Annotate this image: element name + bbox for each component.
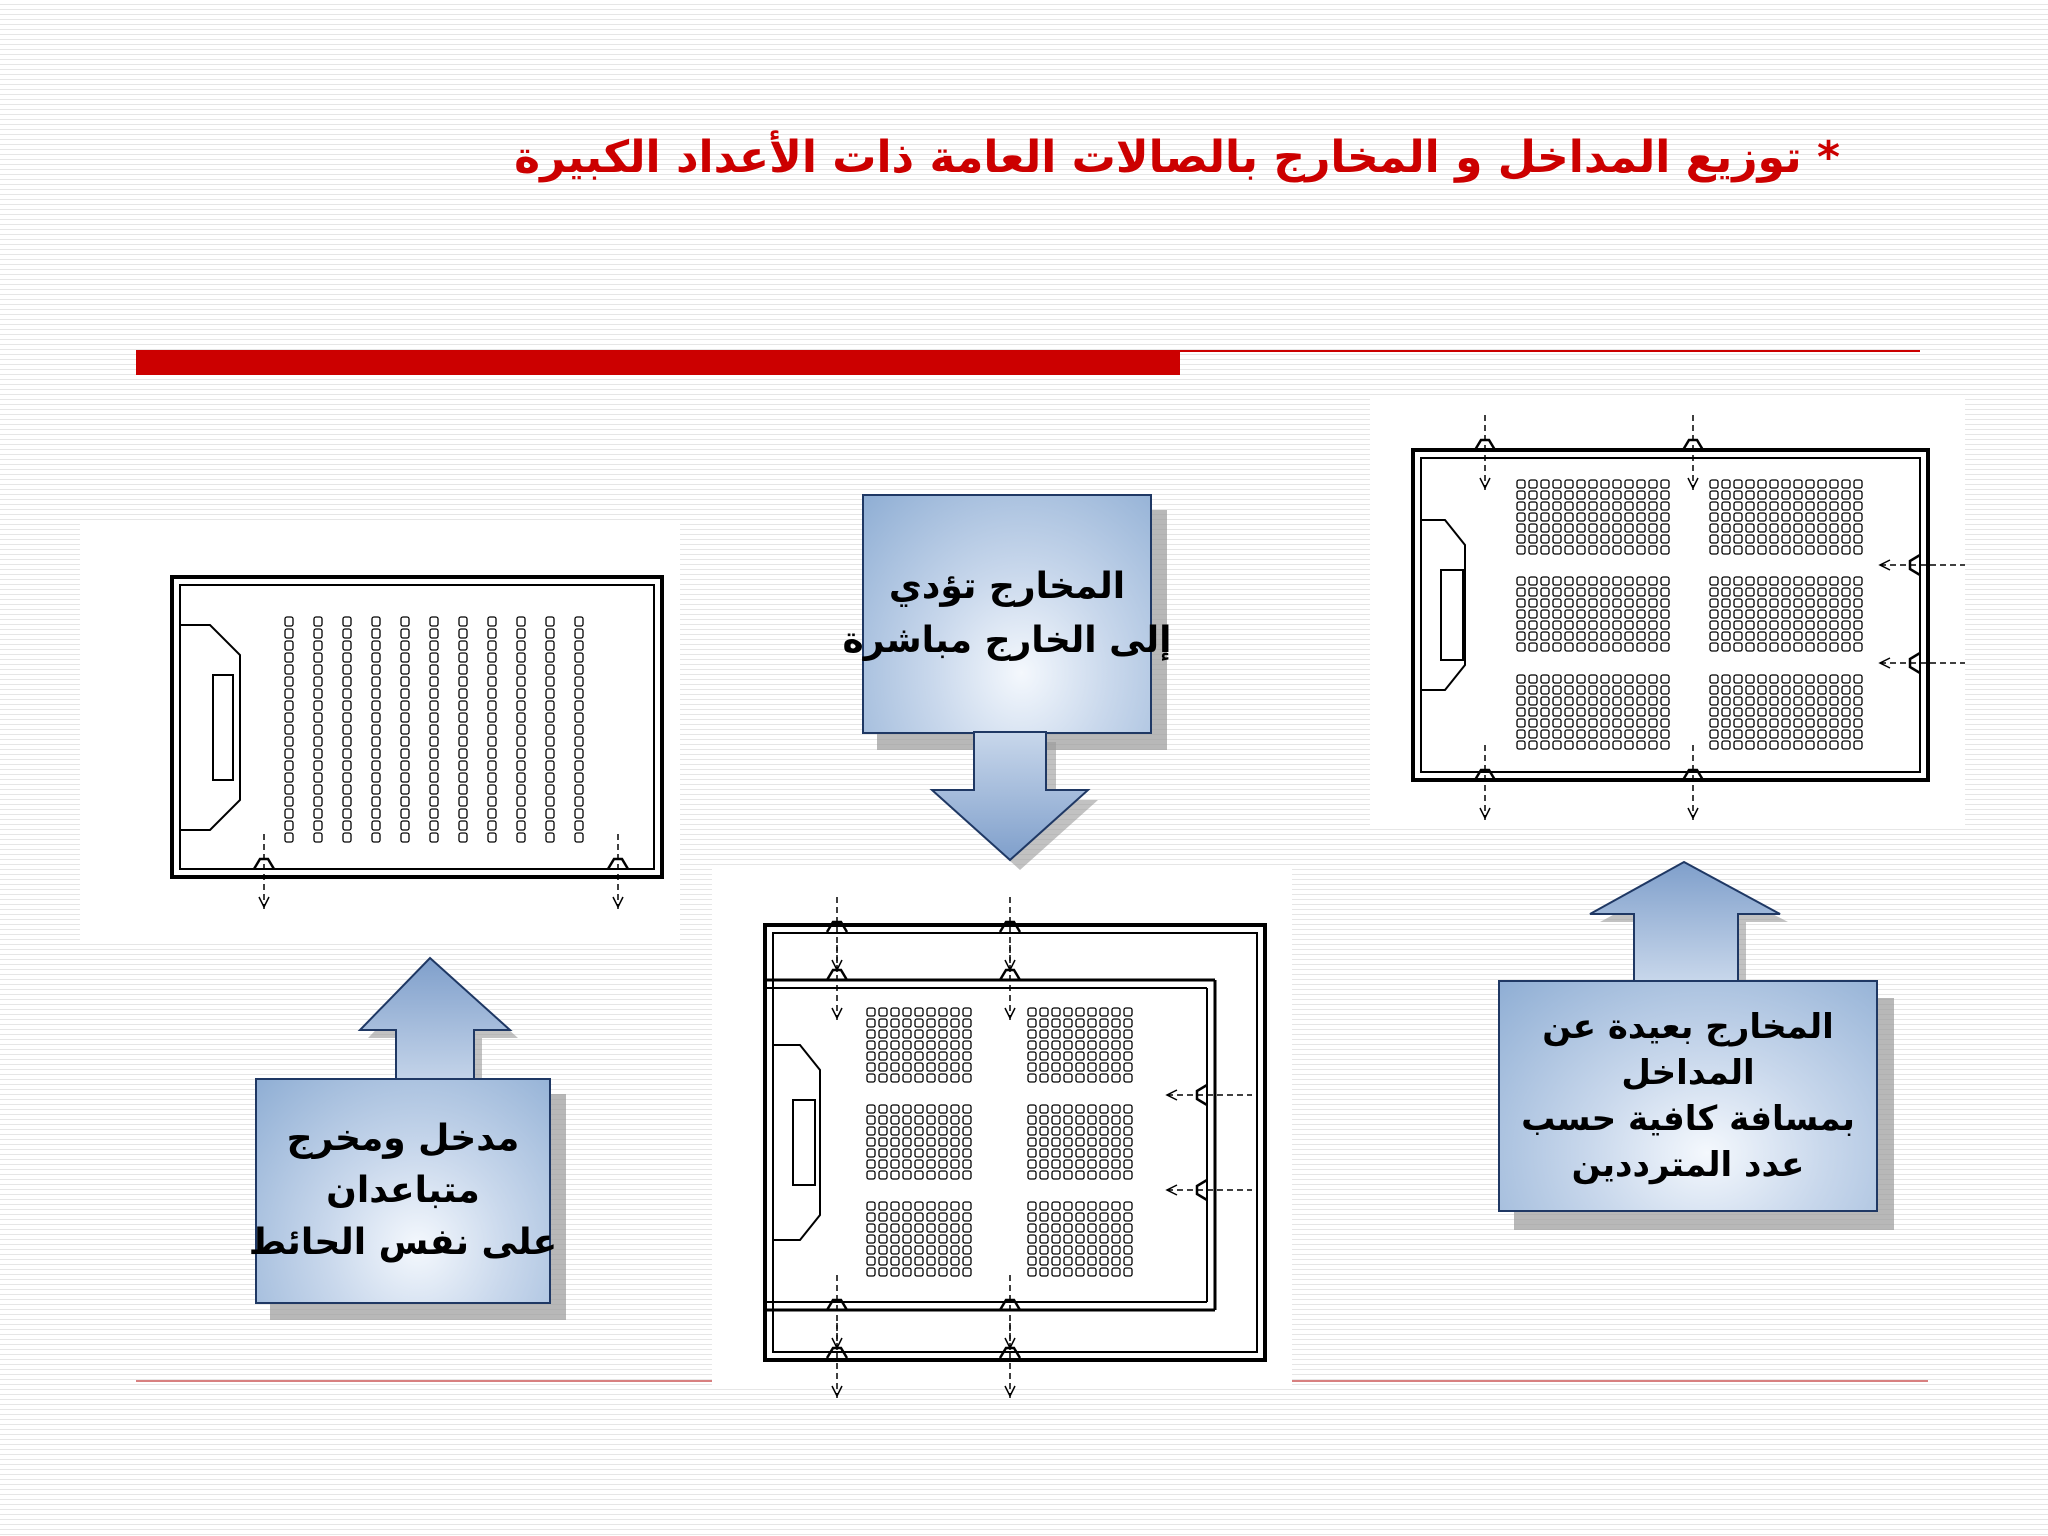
right-plan-seat-column xyxy=(1842,675,1850,749)
middle-plan-seat-column xyxy=(903,1105,911,1179)
middle-plan-seat-column xyxy=(1028,1008,1036,1082)
right-callout xyxy=(1498,980,1878,1212)
right-plan-seat-column xyxy=(1710,480,1718,554)
middle-plan-seat-column xyxy=(1040,1008,1048,1082)
right-plan-seat-column xyxy=(1830,675,1838,749)
right-plan-seat-column xyxy=(1517,675,1525,749)
middle-plan-seat-column xyxy=(1088,1202,1096,1276)
middle-plan-seat-column xyxy=(1088,1008,1096,1082)
middle-plan-seat-column xyxy=(1028,1202,1036,1276)
left-callout-line-3: على نفس الحائط xyxy=(248,1222,558,1263)
middle-plan-seat-column xyxy=(1112,1202,1120,1276)
left-floor-plan xyxy=(170,575,670,935)
middle-plan-seat-column xyxy=(1064,1105,1072,1179)
middle-plan-seat-column xyxy=(963,1105,971,1179)
left-plan-seat-column xyxy=(575,617,583,842)
right-plan-seat-column xyxy=(1517,577,1525,651)
right-plan-seat-column xyxy=(1794,480,1802,554)
right-plan-seat-column xyxy=(1625,675,1633,749)
right-plan-seat-column xyxy=(1661,675,1669,749)
right-plan-seat-column xyxy=(1541,577,1549,651)
left-callout-line-1: مدخل ومخرج xyxy=(286,1118,520,1159)
middle-plan-seat-column xyxy=(879,1202,887,1276)
right-plan-door-side-1 xyxy=(1880,555,1965,575)
right-plan-seat-column xyxy=(1649,577,1657,651)
right-plan-seat-column xyxy=(1722,577,1730,651)
middle-plan-seat-column xyxy=(1112,1105,1120,1179)
middle-plan-door-top-3 xyxy=(827,945,847,1020)
left-callout xyxy=(248,1078,558,1304)
right-plan-stage-platform xyxy=(1441,570,1463,660)
left-plan-seat-column xyxy=(546,617,554,842)
right-plan-seat-column xyxy=(1553,577,1561,651)
right-plan-seat-column xyxy=(1553,480,1561,554)
right-plan-seat-column xyxy=(1854,675,1862,749)
right-plan-seat-column xyxy=(1661,480,1669,554)
right-plan-seat-column xyxy=(1589,577,1597,651)
middle-plan-seat-column xyxy=(1040,1105,1048,1179)
middle-plan-seat-column xyxy=(891,1008,899,1082)
right-plan-seat-column xyxy=(1854,577,1862,651)
left-callout-arrow xyxy=(360,958,510,1088)
right-plan-outer-wall xyxy=(1413,450,1928,780)
left-plan-outer-wall xyxy=(172,577,662,877)
right-callout-arrow xyxy=(1588,862,1788,982)
right-plan-seat-column xyxy=(1806,577,1814,651)
left-plan-seat-column xyxy=(314,617,322,842)
right-plan-seat-column xyxy=(1625,577,1633,651)
middle-plan-seat-column xyxy=(951,1202,959,1276)
right-plan-seat-column xyxy=(1589,480,1597,554)
right-plan-seat-column xyxy=(1782,675,1790,749)
middle-plan-seat-column xyxy=(1076,1008,1084,1082)
right-plan-seat-column xyxy=(1734,480,1742,554)
middle-plan-door-top-4 xyxy=(1000,945,1020,1020)
middle-plan-seat-column xyxy=(951,1008,959,1082)
right-plan-door-top-1 xyxy=(1475,415,1495,490)
middle-plan-seat-column xyxy=(1052,1105,1060,1179)
right-plan-seat-column xyxy=(1782,577,1790,651)
middle-plan-door-side-1 xyxy=(1167,1085,1252,1105)
right-plan-seat-column xyxy=(1577,480,1585,554)
left-plan-stage-platform xyxy=(213,675,233,780)
right-plan-seat-column xyxy=(1710,675,1718,749)
middle-callout-arrow xyxy=(930,732,1090,862)
right-plan-seat-column xyxy=(1661,577,1669,651)
left-plan-seat-column xyxy=(459,617,467,842)
middle-plan-seat-column xyxy=(939,1008,947,1082)
middle-plan-seat-column xyxy=(1124,1008,1132,1082)
right-plan-door-bottom-2 xyxy=(1683,745,1703,820)
right-plan-seat-column xyxy=(1770,480,1778,554)
right-plan-seat-column xyxy=(1565,577,1573,651)
right-plan-seat-column xyxy=(1722,480,1730,554)
right-plan-seat-column xyxy=(1613,480,1621,554)
middle-plan-seat-column xyxy=(1064,1202,1072,1276)
left-plan-seat-column xyxy=(401,617,409,842)
right-plan-seat-column xyxy=(1601,480,1609,554)
middle-plan-seat-column xyxy=(867,1202,875,1276)
right-plan-seat-column xyxy=(1577,577,1585,651)
right-plan-seat-column xyxy=(1541,675,1549,749)
right-plan-seat-column xyxy=(1794,577,1802,651)
right-plan-stage xyxy=(1421,520,1465,690)
right-plan-seat-column xyxy=(1842,480,1850,554)
right-plan-door-side-2 xyxy=(1880,653,1965,673)
left-plan-door-1 xyxy=(254,834,274,909)
left-plan-seat-column xyxy=(372,617,380,842)
right-plan-seat-column xyxy=(1830,480,1838,554)
right-plan-inner-wall xyxy=(1421,458,1920,772)
middle-plan-seat-column xyxy=(1028,1105,1036,1179)
right-plan-seat-column xyxy=(1637,577,1645,651)
right-callout-line-2: المداخل xyxy=(1621,1053,1755,1093)
right-plan-door-top-2 xyxy=(1683,415,1703,490)
left-callout-line-2: متباعدان xyxy=(326,1170,480,1211)
right-plan-seat-column xyxy=(1842,577,1850,651)
title-underline-thin xyxy=(1180,350,1920,352)
left-plan-door-2 xyxy=(608,834,628,909)
right-plan-seat-column xyxy=(1758,675,1766,749)
left-plan-seat-column xyxy=(430,617,438,842)
middle-plan-seat-column xyxy=(1112,1008,1120,1082)
middle-plan-seat-column xyxy=(1040,1202,1048,1276)
middle-plan-seat-column xyxy=(1076,1105,1084,1179)
right-floor-plan xyxy=(1405,405,1975,825)
middle-plan-seat-column xyxy=(963,1008,971,1082)
right-callout-line-1: المخارج بعيدة عن xyxy=(1542,1007,1834,1047)
right-plan-seat-column xyxy=(1529,675,1537,749)
right-plan-seat-column xyxy=(1613,675,1621,749)
right-plan-seat-column xyxy=(1529,577,1537,651)
middle-plan-seat-column xyxy=(1052,1202,1060,1276)
middle-plan-seat-column xyxy=(915,1202,923,1276)
middle-plan-seat-column xyxy=(1100,1105,1108,1179)
middle-plan-seat-column xyxy=(1100,1202,1108,1276)
middle-plan-seat-column xyxy=(963,1202,971,1276)
right-plan-seat-column xyxy=(1601,675,1609,749)
right-plan-seat-column xyxy=(1854,480,1862,554)
right-plan-seat-column xyxy=(1637,480,1645,554)
right-plan-seat-column xyxy=(1806,675,1814,749)
middle-floor-plan xyxy=(755,880,1305,1380)
middle-plan-seat-column xyxy=(927,1105,935,1179)
middle-plan-seat-column xyxy=(891,1105,899,1179)
right-plan-seat-column xyxy=(1746,480,1754,554)
right-plan-seat-column xyxy=(1613,577,1621,651)
right-plan-seat-column xyxy=(1830,577,1838,651)
middle-callout xyxy=(842,494,1172,734)
middle-plan-stage xyxy=(773,1045,820,1240)
middle-callout-line-2: إلى الخارج مباشرة xyxy=(842,620,1172,661)
middle-plan-seat-column xyxy=(867,1008,875,1082)
middle-plan-seat-column xyxy=(939,1105,947,1179)
middle-plan-outer-wall-inner xyxy=(773,933,1257,1352)
right-plan-seat-column xyxy=(1649,480,1657,554)
right-plan-seat-column xyxy=(1589,675,1597,749)
middle-plan-stage-platform xyxy=(793,1100,815,1185)
left-plan-seat-column xyxy=(488,617,496,842)
title-underline-thick xyxy=(136,350,1180,375)
middle-plan-seat-column xyxy=(903,1202,911,1276)
middle-plan-seat-column xyxy=(879,1008,887,1082)
right-plan-seat-column xyxy=(1818,577,1826,651)
middle-plan-seat-column xyxy=(927,1202,935,1276)
right-callout-line-3: بمسافة كافية حسب xyxy=(1521,1099,1855,1139)
right-plan-seat-column xyxy=(1625,480,1633,554)
middle-plan-seat-column xyxy=(1088,1105,1096,1179)
right-plan-seat-column xyxy=(1649,675,1657,749)
right-plan-seat-column xyxy=(1806,480,1814,554)
left-plan-seat-column xyxy=(517,617,525,842)
right-plan-seat-column xyxy=(1722,675,1730,749)
right-plan-seat-column xyxy=(1818,480,1826,554)
middle-plan-seat-column xyxy=(1124,1105,1132,1179)
right-plan-seat-column xyxy=(1818,675,1826,749)
right-callout-line-4: عدد المترددين xyxy=(1571,1145,1805,1185)
right-plan-door-bottom-1 xyxy=(1475,745,1495,820)
middle-plan-seat-column xyxy=(1076,1202,1084,1276)
middle-callout-line-1: المخارج تؤدي xyxy=(888,566,1126,607)
left-plan-seat-column xyxy=(285,617,293,842)
right-plan-seat-column xyxy=(1782,480,1790,554)
right-plan-seat-column xyxy=(1601,577,1609,651)
right-plan-seat-column xyxy=(1553,675,1561,749)
middle-plan-seat-column xyxy=(927,1008,935,1082)
right-plan-seat-column xyxy=(1529,480,1537,554)
right-plan-seat-column xyxy=(1770,577,1778,651)
right-plan-seat-column xyxy=(1746,675,1754,749)
right-plan-seat-column xyxy=(1541,480,1549,554)
middle-plan-seat-column xyxy=(915,1008,923,1082)
right-plan-seat-column xyxy=(1565,480,1573,554)
right-plan-seat-column xyxy=(1758,577,1766,651)
middle-plan-seat-column xyxy=(891,1202,899,1276)
right-plan-seat-column xyxy=(1637,675,1645,749)
middle-plan-seat-column xyxy=(879,1105,887,1179)
right-plan-seat-column xyxy=(1770,675,1778,749)
left-plan-stage xyxy=(180,625,240,830)
slide-title: * توزيع المداخل و المخارج بالصالات العامة ذات الأعداد الكبيرة xyxy=(514,132,1840,183)
right-plan-seat-column xyxy=(1710,577,1718,651)
right-plan-seat-column xyxy=(1565,675,1573,749)
middle-plan-seat-column xyxy=(1124,1202,1132,1276)
left-plan-seat-column xyxy=(343,617,351,842)
right-plan-seat-column xyxy=(1734,675,1742,749)
middle-plan-seat-column xyxy=(1052,1008,1060,1082)
right-plan-seat-column xyxy=(1758,480,1766,554)
middle-plan-outer-wall xyxy=(765,925,1265,1360)
middle-plan-seat-column xyxy=(867,1105,875,1179)
middle-plan-seat-column xyxy=(1100,1008,1108,1082)
middle-plan-seat-column xyxy=(939,1202,947,1276)
middle-plan-seat-column xyxy=(903,1008,911,1082)
middle-plan-seat-column xyxy=(915,1105,923,1179)
right-plan-seat-column xyxy=(1577,675,1585,749)
right-plan-seat-column xyxy=(1734,577,1742,651)
middle-plan-seat-column xyxy=(1064,1008,1072,1082)
right-plan-seat-column xyxy=(1517,480,1525,554)
middle-plan-door-side-2 xyxy=(1167,1180,1252,1200)
middle-plan-seat-column xyxy=(951,1105,959,1179)
right-plan-seat-column xyxy=(1746,577,1754,651)
right-plan-seat-column xyxy=(1794,675,1802,749)
